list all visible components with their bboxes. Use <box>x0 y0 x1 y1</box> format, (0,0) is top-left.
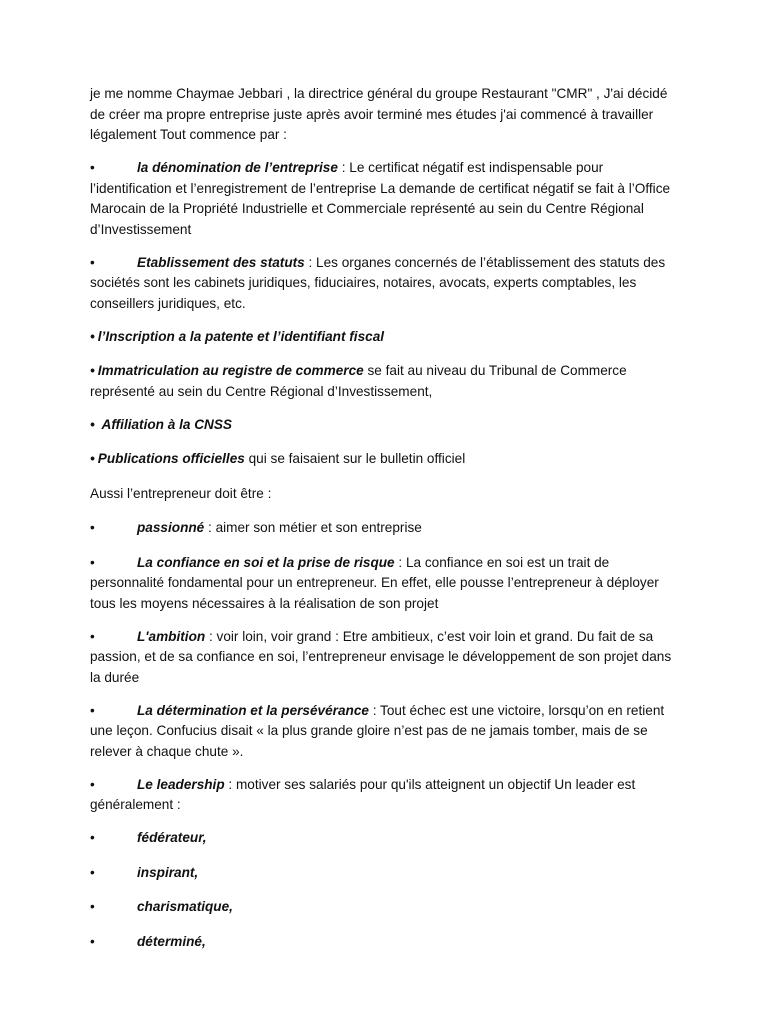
step-item <box>90 449 678 470</box>
bullet-marker: • <box>90 899 95 914</box>
leader-trait-item <box>90 828 678 849</box>
bullet-marker: • <box>90 416 95 432</box>
quality-item <box>90 553 678 615</box>
intro-paragraph: je me nomme Chaymae Jebbari , la directrice général du groupe Restaurant "CMR" , J'ai décidé de créer ma propre entreprise juste après avoir terminé mes études j'ai commencé à travailler légalement Tout commence par : <box>90 86 668 142</box>
quality-item <box>90 627 678 689</box>
bullet-marker: • <box>90 830 95 845</box>
bullet-marker: • <box>90 451 95 466</box>
step-text: : Les organes concernés de l’établissement des statuts des sociétés sont les cabinets juridiques, fiduciaires, notaires, avocats, experts comptables, les conseillers juridiques, etc. <box>90 254 666 311</box>
quality-item <box>90 775 678 816</box>
quality-text: : aimer son métier et son entreprise <box>204 520 422 535</box>
step-item <box>90 361 678 402</box>
bullet-marker: • <box>90 554 95 570</box>
leader-trait-item <box>90 897 678 918</box>
step-item <box>90 415 678 436</box>
leader-trait: déterminé, <box>137 933 206 949</box>
step-title: Immatriculation au registre de commerce <box>97 363 364 378</box>
bullet-marker: • <box>90 864 95 880</box>
bullet-marker: • <box>90 933 95 949</box>
step-title: Etablissement des statuts <box>137 254 305 270</box>
quality-title: La confiance en soi et la prise de risque <box>137 554 395 570</box>
step-text: qui se faisaient sur le bulletin officiel <box>244 451 466 466</box>
quality-title: Le leadership <box>137 776 225 792</box>
bullet-marker: • <box>90 776 95 792</box>
bullet-marker: • <box>90 160 95 175</box>
step-text: : Le certificat négatif est indispensable pour l’identification et l’enregistrement de l’entreprise La demande de certificat négatif se fait à l’Office Marocain de la Propriété Industrielle et Commerciale représenté au sein du Centre Régional d’Investissement <box>90 160 671 237</box>
step-text: se fait au niveau du Tribunal de Commerce représenté au sein du Centre Régional d’Investissement, <box>90 363 627 399</box>
leader-trait: charismatique, <box>137 899 233 914</box>
quality-text: : Tout échec est une victoire, lorsqu’on en retient une leçon. Confucius disait « la plus grande gloire n’est pas de ne jamais tomber, mais de se relever à chaque chute ». <box>90 702 665 759</box>
leader-trait-item <box>90 863 678 884</box>
step-title: l’Inscription a la patente et l’identifiant fiscal <box>97 328 385 344</box>
quality-title: passionné <box>137 520 205 535</box>
step-title: Affiliation à la CNSS <box>101 416 232 432</box>
leader-trait: inspirant, <box>137 864 199 880</box>
bullet-marker: • <box>90 520 95 535</box>
step-item <box>90 158 678 240</box>
leader-trait: fédérateur, <box>137 830 207 845</box>
bullet-marker: • <box>90 254 95 270</box>
quality-text: : motiver ses salariés pour qu'ils atteignent un objectif Un leader est généralement : <box>90 776 636 812</box>
leader-trait-item <box>90 932 678 953</box>
step-title: Publications officielles <box>97 451 245 466</box>
step-item <box>90 253 678 315</box>
bullet-marker: • <box>90 702 95 718</box>
bullet-marker: • <box>90 628 95 644</box>
quality-item <box>90 518 678 539</box>
bullet-marker: • <box>90 328 95 344</box>
aussi-paragraph: Aussi l’entrepreneur doit être : <box>90 485 272 501</box>
quality-text: : voir loin, voir grand : Etre ambitieux, c’est voir loin et grand. Du fait de sa passion, et de sa confiance en soi, l’entrepreneur envisage le développement de son projet dans la durée <box>90 628 672 685</box>
quality-title: L'ambition <box>137 628 206 644</box>
quality-item <box>90 701 678 763</box>
quality-title: La détermination et la persévérance <box>137 702 369 718</box>
step-title: la dénomination de l’entreprise <box>137 160 338 175</box>
step-item <box>90 327 678 348</box>
bullet-marker: • <box>90 363 95 378</box>
quality-text: : La confiance en soi est un trait de personnalité fondamental pour un entrepreneur. En effet, elle pousse l’entrepreneur à déployer tous les moyens nécessaires à la réalisation de son projet <box>90 554 659 611</box>
